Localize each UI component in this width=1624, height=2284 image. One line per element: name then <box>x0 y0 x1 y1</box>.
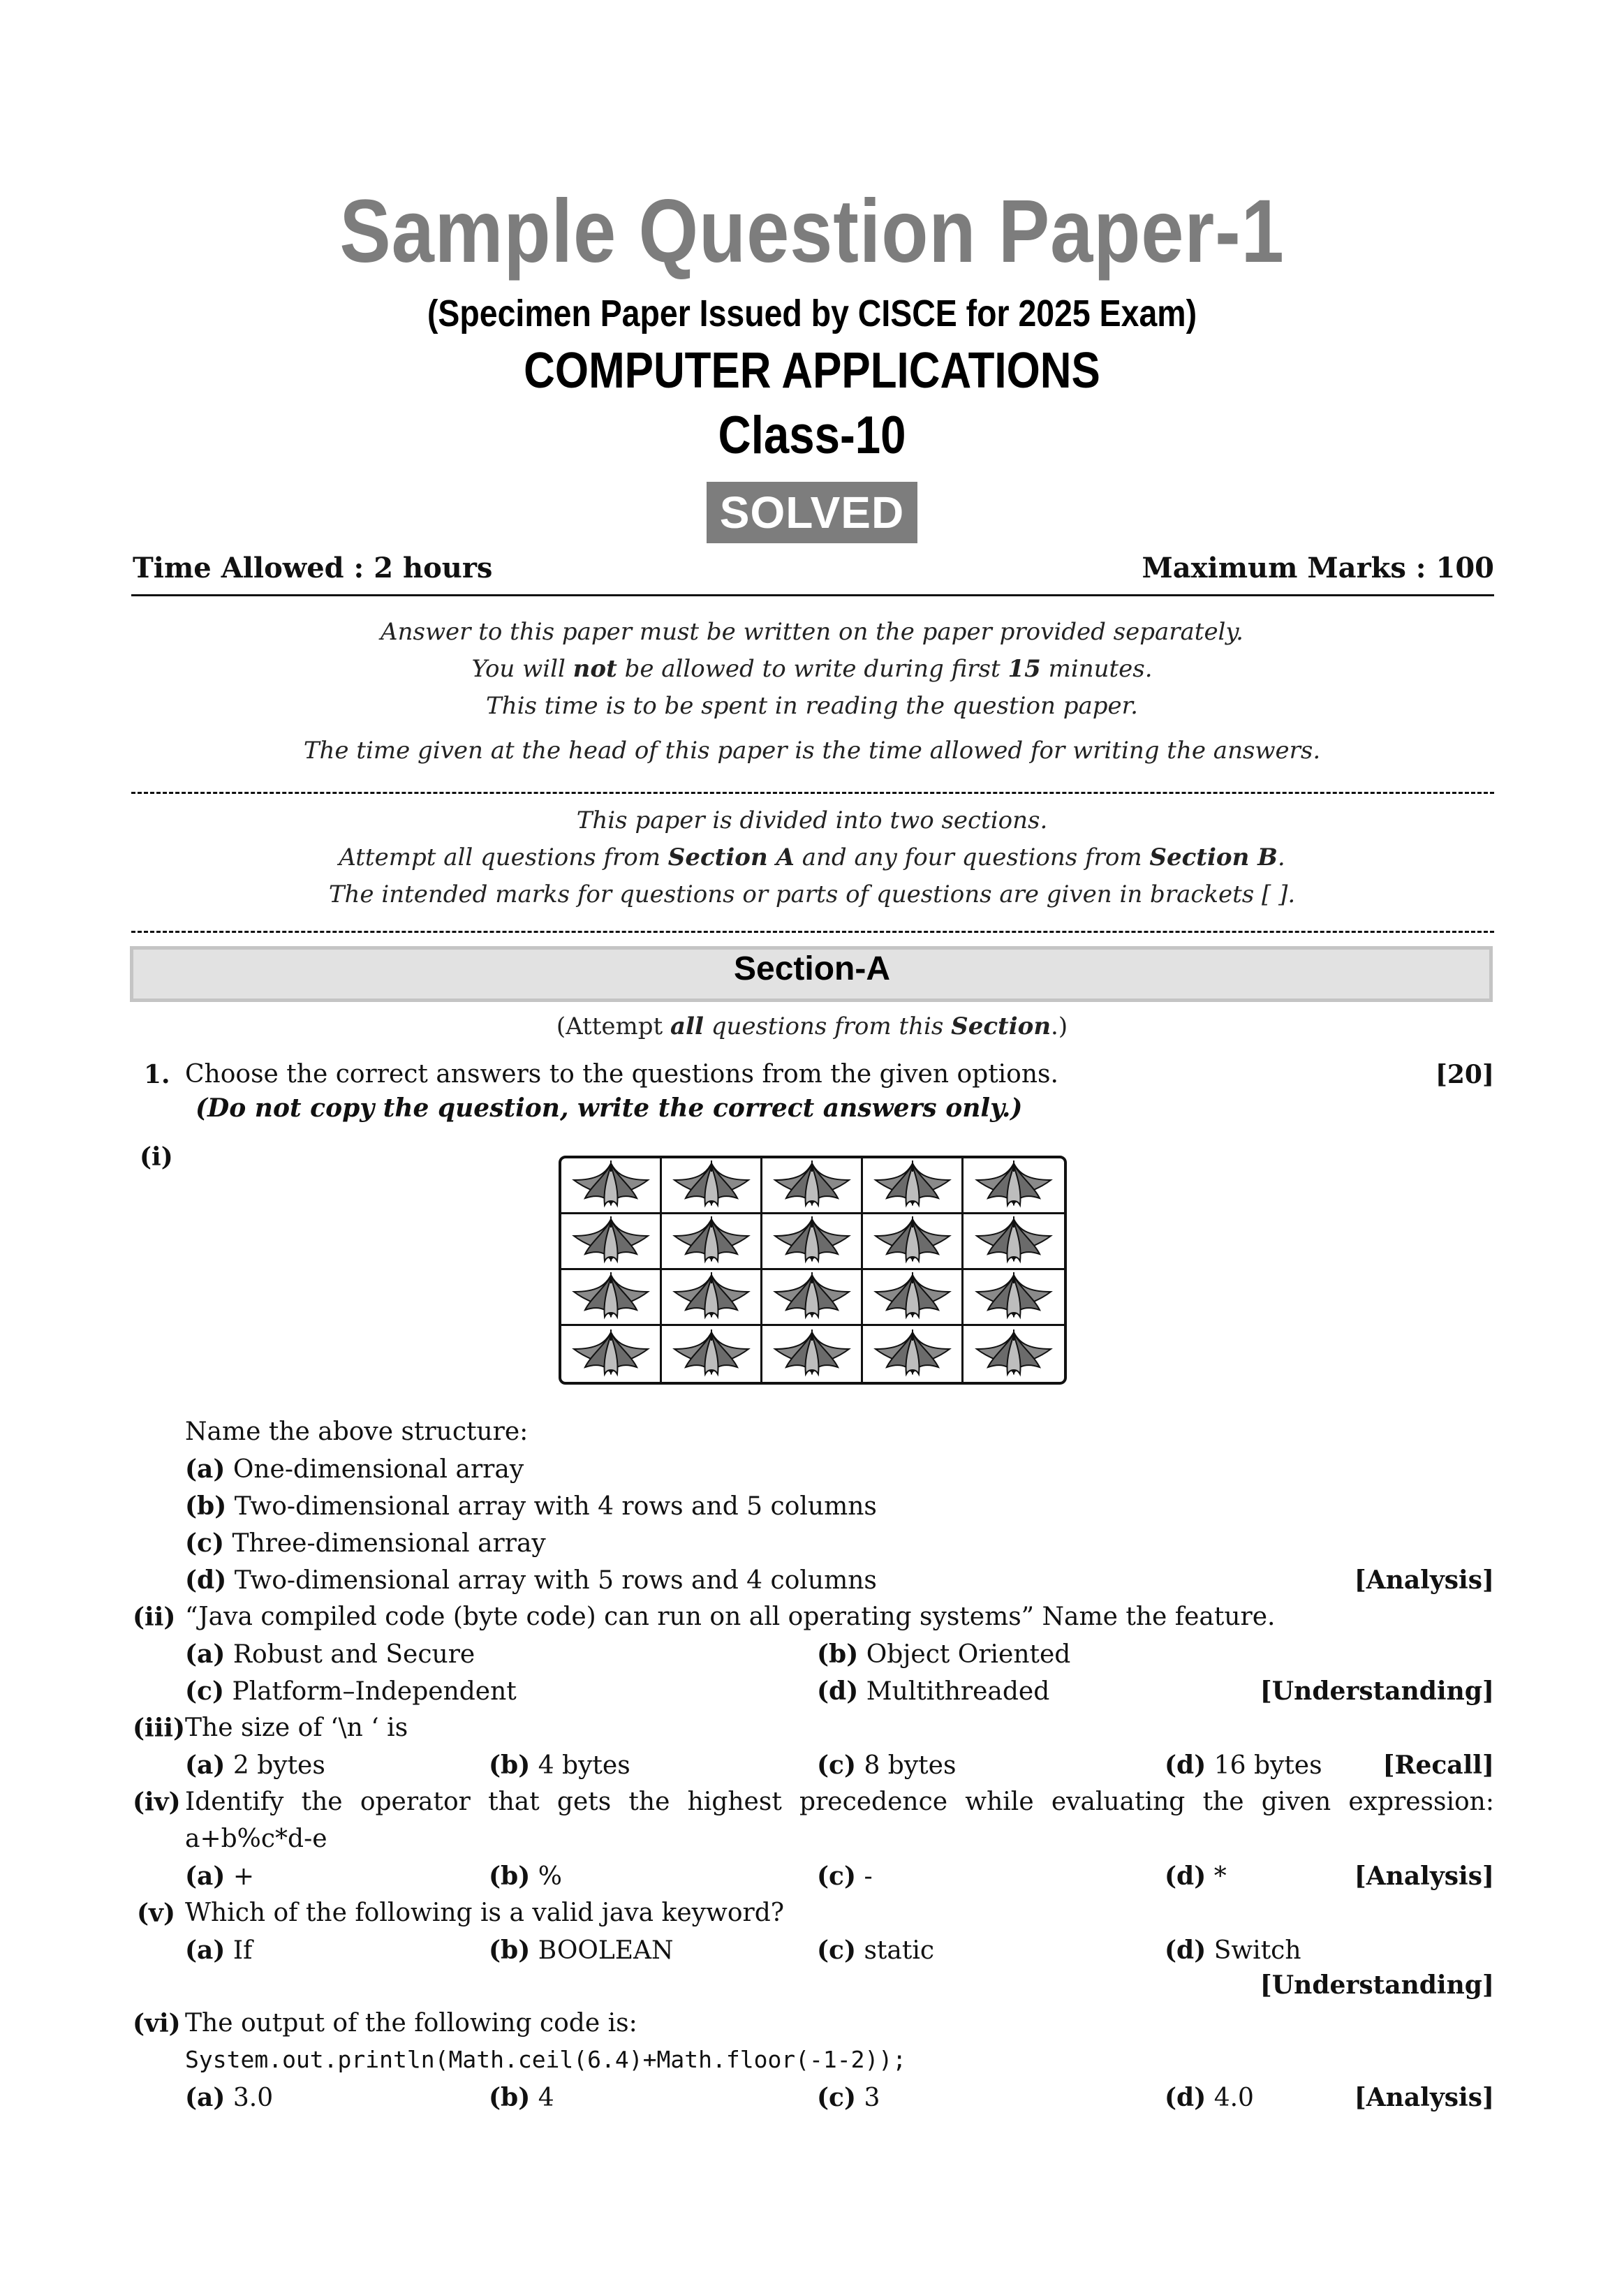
subject-title: COMPUTER APPLICATIONS <box>524 343 1100 399</box>
instruction-line: The intended marks for questions or parts of questions are given in brackets [ ]. <box>328 881 1296 908</box>
option-label: (a) <box>185 1751 226 1780</box>
flower-icon <box>973 1271 1055 1323</box>
flower-icon <box>871 1159 954 1211</box>
paper-subtitle: (Specimen Paper Issued by CISCE for 2025 Exam) <box>427 293 1197 334</box>
array-cell <box>863 1326 964 1382</box>
array-cell <box>964 1326 1064 1382</box>
marks-tag: [20] <box>1435 1060 1494 1089</box>
array-cell <box>561 1158 662 1214</box>
option-text: Three-dimensional array <box>232 1529 546 1558</box>
flower-icon <box>670 1328 753 1380</box>
option-text: Switch <box>1213 1936 1301 1965</box>
option-item <box>489 1936 674 1965</box>
flower-icon <box>871 1328 954 1380</box>
flower-icon <box>771 1271 853 1323</box>
array-cell <box>964 1214 1064 1270</box>
option-item <box>817 1640 1070 1669</box>
option-text: 3.0 <box>232 2084 274 2112</box>
instruction-text: You will <box>471 655 573 683</box>
option-text: % <box>538 1862 562 1891</box>
option-label: (a) <box>185 1640 226 1669</box>
paper-title: Sample Question Paper-1 <box>339 182 1285 281</box>
array-cell <box>561 1214 662 1270</box>
flower-icon <box>670 1215 753 1267</box>
option-label: (a) <box>185 1936 226 1965</box>
option-item <box>1165 1751 1322 1780</box>
option-item <box>817 2083 880 2112</box>
section-note <box>0 1012 1624 1040</box>
option-label: (d) <box>1165 1936 1206 1965</box>
array-cell <box>964 1270 1064 1326</box>
flower-icon <box>973 1328 1055 1380</box>
class-label: Class-10 <box>718 406 906 465</box>
option-item <box>489 1862 562 1891</box>
skill-tag: [Understanding] <box>1260 1677 1494 1706</box>
option-label: (b) <box>185 1491 227 1521</box>
option-label: (a) <box>185 2083 226 2112</box>
solved-badge: SOLVED <box>707 482 917 543</box>
option-label: (b) <box>489 1936 531 1965</box>
option-text: If <box>232 1936 253 1965</box>
option-text: Object Oriented <box>866 1640 1071 1669</box>
array-cell <box>762 1270 863 1326</box>
question-number: 1. <box>144 1060 170 1089</box>
option-label: (a) <box>185 1454 226 1484</box>
option-text: One-dimensional array <box>232 1455 524 1484</box>
header-divider <box>131 594 1494 596</box>
flower-icon <box>973 1159 1055 1211</box>
flower-icon <box>670 1271 753 1323</box>
array-cell <box>662 1158 762 1214</box>
question-text: “Java compiled code (byte code) can run on all operating systems” Name the feature. <box>185 1603 1276 1631</box>
option-item <box>817 1751 956 1780</box>
option-text: * <box>1213 1862 1227 1891</box>
instruction-text: . <box>1277 843 1285 871</box>
subquestion-number: (i) <box>140 1142 173 1172</box>
note-emphasis: all <box>670 1012 704 1040</box>
option-text: 16 bytes <box>1213 1751 1322 1780</box>
subquestion-number: (ii) <box>133 1603 176 1632</box>
option-label: (c) <box>817 2083 856 2112</box>
time-allowed: Time Allowed : 2 hours <box>133 552 493 584</box>
dashed-divider <box>131 792 1494 794</box>
option-text: 2 bytes <box>232 1751 325 1780</box>
option-item <box>185 1491 877 1521</box>
flower-icon <box>570 1159 652 1211</box>
option-label: (d) <box>817 1677 859 1706</box>
option-label: (b) <box>489 1751 531 1780</box>
flower-icon <box>771 1159 853 1211</box>
option-label: (d) <box>1165 1751 1206 1780</box>
instruction-line: This paper is divided into two sections. <box>576 806 1048 834</box>
option-text: - <box>864 1862 873 1891</box>
array-cell <box>662 1326 762 1382</box>
flower-icon <box>570 1328 652 1380</box>
instruction-text: and any four questions from <box>794 843 1150 871</box>
note-text: questions from this <box>703 1012 952 1040</box>
array-cell <box>662 1214 762 1270</box>
instruction-line: Answer to this paper must be written on the paper provided separately. <box>381 618 1243 646</box>
option-item <box>817 1862 873 1891</box>
note-emphasis: Section <box>951 1012 1051 1040</box>
array-cell <box>762 1214 863 1270</box>
option-text: Multithreaded <box>866 1677 1050 1706</box>
option-item <box>1165 1936 1301 1965</box>
instruction-emphasis: not <box>573 655 617 683</box>
option-text: Platform–Independent <box>232 1677 517 1706</box>
option-label: (b) <box>817 1640 859 1669</box>
option-item <box>185 1677 517 1706</box>
note-text: (Attempt <box>556 1012 671 1040</box>
array-cell <box>863 1158 964 1214</box>
option-text: Two-dimensional array with 5 rows and 4 columns <box>234 1566 877 1595</box>
skill-tag: [Analysis] <box>1354 2083 1494 2112</box>
option-item <box>1165 1862 1227 1891</box>
instruction-line: The time given at the head of this paper is the time allowed for writing the answers. <box>303 737 1321 765</box>
option-text: static <box>864 1936 934 1965</box>
option-label: (d) <box>185 1565 227 1595</box>
array-cell <box>561 1326 662 1382</box>
code-snippet: System.out.println(Math.ceil(6.4)+Math.floor(-1-2)); <box>185 2046 907 2073</box>
option-text: Robust and Secure <box>232 1640 475 1669</box>
dashed-divider <box>131 931 1494 933</box>
array-cell <box>762 1158 863 1214</box>
option-label: (c) <box>817 1936 856 1965</box>
instruction-text: Attempt all questions from <box>339 843 668 871</box>
option-label: (a) <box>185 1862 226 1891</box>
question-text: The size of ‘\n ‘ is <box>185 1714 408 1742</box>
skill-tag: [Analysis] <box>1354 1565 1494 1595</box>
array-cell <box>964 1158 1064 1214</box>
option-item <box>185 1862 254 1891</box>
flower-icon <box>871 1271 954 1323</box>
flower-icon <box>570 1271 652 1323</box>
skill-tag: [Understanding] <box>1260 1970 1494 2000</box>
instruction-emphasis: Section B <box>1149 843 1278 871</box>
option-item <box>489 2083 554 2112</box>
option-label: (c) <box>185 1677 224 1706</box>
note-text: .) <box>1051 1012 1068 1040</box>
flower-icon <box>871 1215 954 1267</box>
option-item <box>185 1528 546 1558</box>
skill-tag: [Analysis] <box>1354 1862 1494 1891</box>
option-text: 8 bytes <box>864 1751 957 1780</box>
option-label: (d) <box>1165 1862 1206 1891</box>
option-text: 4 bytes <box>538 1751 630 1780</box>
option-label: (c) <box>185 1528 224 1558</box>
instruction-line <box>0 655 1624 683</box>
option-label: (c) <box>817 1862 856 1891</box>
instruction-emphasis: Section A <box>667 843 795 871</box>
array-cell <box>561 1270 662 1326</box>
option-text: Two-dimensional array with 4 rows and 5 columns <box>234 1492 877 1521</box>
subquestion-number: (iv) <box>133 1788 181 1817</box>
option-item <box>185 1936 252 1965</box>
option-label: (d) <box>1165 2083 1206 2112</box>
option-text: 4 <box>538 2084 554 2112</box>
flower-icon <box>771 1328 853 1380</box>
question-text: Name the above structure: <box>185 1417 529 1446</box>
array-cell <box>863 1270 964 1326</box>
skill-tag: [Recall] <box>1382 1751 1494 1780</box>
subquestion-number: (v) <box>137 1899 175 1928</box>
flower-icon <box>670 1159 753 1211</box>
option-item <box>185 1751 325 1780</box>
question-text: Choose the correct answers to the questions from the given options. <box>185 1060 1058 1089</box>
option-label: (b) <box>489 1862 531 1891</box>
instruction-line <box>0 843 1624 871</box>
question-note: (Do not copy the question, write the correct answers only.) <box>195 1093 1023 1123</box>
option-item <box>817 1936 934 1965</box>
section-title: Section-A <box>733 950 890 987</box>
option-text: 4.0 <box>1213 2084 1254 2112</box>
option-text: + <box>232 1862 255 1891</box>
option-item <box>489 1751 630 1780</box>
instruction-text: be allowed to write during first <box>617 655 1008 683</box>
option-text: BOOLEAN <box>538 1936 674 1965</box>
option-item <box>1165 2083 1254 2112</box>
maximum-marks: Maximum Marks : 100 <box>1142 552 1494 584</box>
flower-icon <box>771 1215 853 1267</box>
subquestion-number: (iii) <box>133 1714 186 1743</box>
instruction-emphasis: 15 <box>1007 655 1041 683</box>
array-structure-grid <box>559 1156 1067 1385</box>
option-text: 3 <box>864 2084 880 2112</box>
option-item <box>817 1677 1049 1706</box>
question-text: Which of the following is a valid java keyword? <box>185 1899 785 1927</box>
instruction-line: This time is to be spent in reading the question paper. <box>486 692 1138 720</box>
flower-icon <box>570 1215 652 1267</box>
question-text: Identify the operator that gets the highest precedence while evaluating the given expression: <box>185 1788 1494 1816</box>
flower-icon <box>973 1215 1055 1267</box>
instruction-text: minutes. <box>1040 655 1153 683</box>
option-label: (c) <box>817 1751 856 1780</box>
option-item <box>185 1640 475 1669</box>
array-cell <box>662 1270 762 1326</box>
subquestion-number: (vi) <box>133 2009 181 2038</box>
option-item <box>185 1565 877 1595</box>
question-text: The output of the following code is: <box>185 2009 637 2038</box>
option-item <box>185 1454 524 1484</box>
expression: a+b%c*d-e <box>185 1825 327 1853</box>
array-cell <box>863 1214 964 1270</box>
option-item <box>185 2083 273 2112</box>
option-label: (b) <box>489 2083 531 2112</box>
array-cell <box>762 1326 863 1382</box>
